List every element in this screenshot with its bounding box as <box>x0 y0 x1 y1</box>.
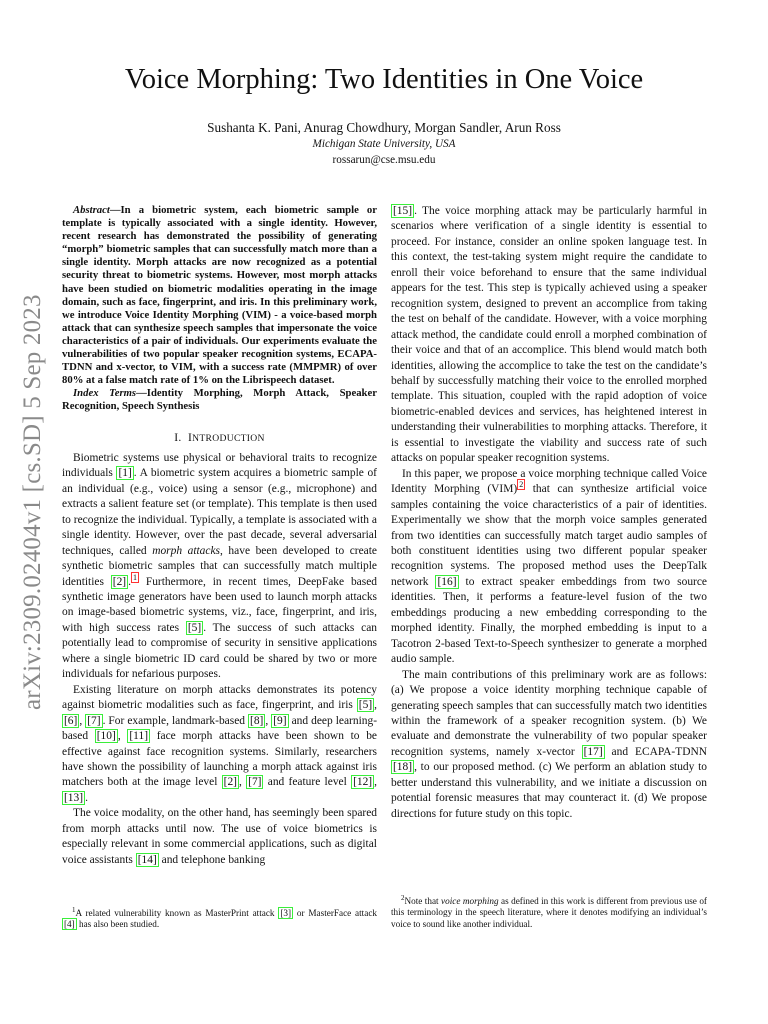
citation-link[interactable]: [4] <box>64 919 75 930</box>
footnote-link[interactable]: 2 <box>519 480 524 490</box>
footnote-2: $^2$Note that voice morphing as defined in this work is different from previous use of this terminology in the speech literature, where it denotes modifying an individual’s voice to sound like another individual. <box>391 894 707 929</box>
citation-link[interactable]: [13] <box>64 791 84 804</box>
intro-paragraph-3: The voice modality, on the other hand, has seemingly been spared from morph attacks until now. The use of voice biometrics is especially relevant in some commercial applications, such as digital voice assistants [14] and telephone banking <box>62 807 377 866</box>
citation-link[interactable]: [12] <box>353 776 373 789</box>
paper-title: Voice Morphing: Two Identities in One Voice <box>124 64 644 95</box>
citation-link[interactable]: [14] <box>137 853 157 866</box>
section-heading-introduction: I. INTRODUCTION <box>174 430 265 444</box>
abstract-label: Abstract <box>73 204 110 216</box>
index-terms-text: —Identity Morphing, Morph Attack, Speaker Recognition, Speech Synthesis <box>62 387 377 413</box>
abstract-text: —In a biometric system, each biometric sample or template is typically associated with a single identity. However, recent research has demonstrated the possibility of generating “morph” biometric samples that can successfully match more than a single identity. Morph attacks are now recognized as a potential security threat to biometric systems. However, most morph attacks have been studied on biometric modalities operating in the image domain, such as face, fingerprint, and iris. In this preliminary work, we introduce Voice Identity Morphing (VIM) - a voice-based morph attack that can synthesize speech samples that impersonate the voice characteristics of a pair of individuals. Our experiments evaluate the vulnerabilities of two popular speaker recognition systems, ECAPA-TDNN and x-vector, to VIM, with a success rate (MMPMR) of over 80% at a false match rate of 1% on the Librispeech dataset. <box>62 204 377 387</box>
abstract <box>62 204 377 387</box>
citation-link[interactable]: [2] <box>223 776 237 789</box>
citation-link[interactable]: [7] <box>248 776 262 789</box>
intro-paragraph-1: Biometric systems use physical or behavioral traits to recognize individuals [1] . A biometric system acquires a biometric sample of an individual (e.g., voice) using a sensor (e.g., microphone) and extracts a salient feature set (or template). This template is then used to recognize the individual. Typically, a template is associated with a single identity. However, over the past decade, several adversarial techniques, called morph attacks, have been developed to create synthetic biometric samples that can successfully match multiple identities [2] . $^1$ Furthermore, in recent times, DeepFake based synthetic image generators have been used to launch morph attacks on image-based biometric systems, viz., face, fingerprint, and iris, with high success rates [5] . The success of such attacks can potentially lead to compromise of security in sensitive applications where a single biometric ID card could be shared by two or more individuals for nefarious purposes. <box>62 451 378 681</box>
citation-link[interactable]: [15] <box>393 205 413 217</box>
citation-link[interactable]: [2] <box>112 575 127 588</box>
arxiv-identifier-stamp <box>8 270 58 710</box>
affiliation: Michigan State University, USA <box>312 138 456 150</box>
citation-link[interactable]: [10] <box>96 730 116 743</box>
contact-email: rossarun@cse.msu.edu <box>332 154 436 166</box>
intro-paragraph-5: The main contributions of this preliminary work are as follows: (a) We propose a voice identity morphing technique capable of generating speech samples that can successfully match two identities within the framework of a speaker recognition system. (b) We evaluate and demonstrate the vulnerability of two popular speaker recognition systems, namely x-vector [17] and ECAPA-TDNN [18] , to our proposed method. (c) We perform an ablation study to better understand this vulnerability, and we initiate a discussion on potential forensic measures that may counteract it. (d) We propose directions for future study on this topic. <box>391 668 707 820</box>
citation-link[interactable]: [8] <box>250 714 264 727</box>
intro-paragraph-4: In this paper, we propose a voice morphing technique called Voice Identity Morphing (VIM) $^2$ that can synthesize artificial voice samples containing the voice characteristics of a pair of identities. Experimentally we show that the morph voice samples generated from two identities can successfully match target audio samples of both constituent identities using two different popular speaker recognition systems. The proposed method uses the DeepTalk network [16] to extract speaker embeddings from two source identities. Then, it performs a feature-level fusion of the two embeddings producing a new embedding corresponding to the morphed identity. Finally, the morphed embedding is input to a Tacotron 2-based Text-to-Speech synthesizer to generate a morphed audio sample. <box>391 467 708 666</box>
index-terms-label: Index Terms <box>73 387 137 400</box>
citation-link[interactable]: [7] <box>87 714 101 727</box>
citation-link[interactable]: [17] <box>583 745 603 758</box>
footnote-1: $^1$A related vulnerability known as MasterPrint attack [3] or MasterFace attack [4] has also been studied. <box>64 906 377 930</box>
citation-link[interactable]: [5] <box>187 621 202 634</box>
intro-paragraph-2: Existing literature on morph attacks demonstrates its potency against biometric modalities such as face, fingerprint, and iris [5] , [6] , [7] . For example, landmark-based [8] , [9] and deep learning-based [10] , [11] face morph attacks have been shown to be effective against face recognition systems. Similarly, researchers have shown the possibility of launching a morph attack against iris matchers both at the image level [2] , [7] and feature level [12] , [13] . <box>62 683 378 804</box>
citation-link[interactable]: [18] <box>393 761 413 774</box>
citation-link[interactable]: [11] <box>129 730 149 743</box>
index-terms <box>62 387 377 413</box>
intro-paragraph-3-continued: [15] . The voice morphing attack may be particularly harmful in scenarios where verification of a single identity is essential to proceed. For instance, consider an online spoken language test. In this context, the test-taking system might require the candidate to enroll their voice beforehand to ensure that the same individual appears for the test. This step is typically achieved using a speaker recognition system, designed to prevent an accomplice from taking the test on behalf of the candidate. However, with a voice morphing attack method, the candidate could enroll a morphed combination of their voice and that of an accomplice. This blend would match both identities, allowing the accomplice to take the test on the candidate’s behalf by successfully matching their voice to the enrolled morphed template. This situation, coupled with the rapid adoption of voice biometric-enabled devices and services, has heightened interest in understanding their vulnerabilities to morphing attacks. Therefore, it is essential to investigate the viability and success rate of such attacks on popular speaker recognition systems. <box>391 205 707 465</box>
footnote-link[interactable]: 1 <box>132 572 137 582</box>
citation-link[interactable]: [3] <box>280 908 292 919</box>
citation-link[interactable]: [16] <box>437 575 457 588</box>
citation-link[interactable]: [1] <box>118 467 132 480</box>
citation-link[interactable]: [9] <box>273 714 287 727</box>
citation-link[interactable]: [5] <box>358 699 373 712</box>
author-list: Sushanta K. Pani, Anurag Chowdhury, Morgan Sandler, Arun Ross <box>207 120 561 135</box>
right-column <box>391 204 707 822</box>
left-column <box>62 204 377 868</box>
arxiv-identifier-text: arXiv:2309.02404v1 [cs.SD] 5 Sep 2023 <box>19 294 46 710</box>
citation-link[interactable]: [6] <box>64 714 78 727</box>
